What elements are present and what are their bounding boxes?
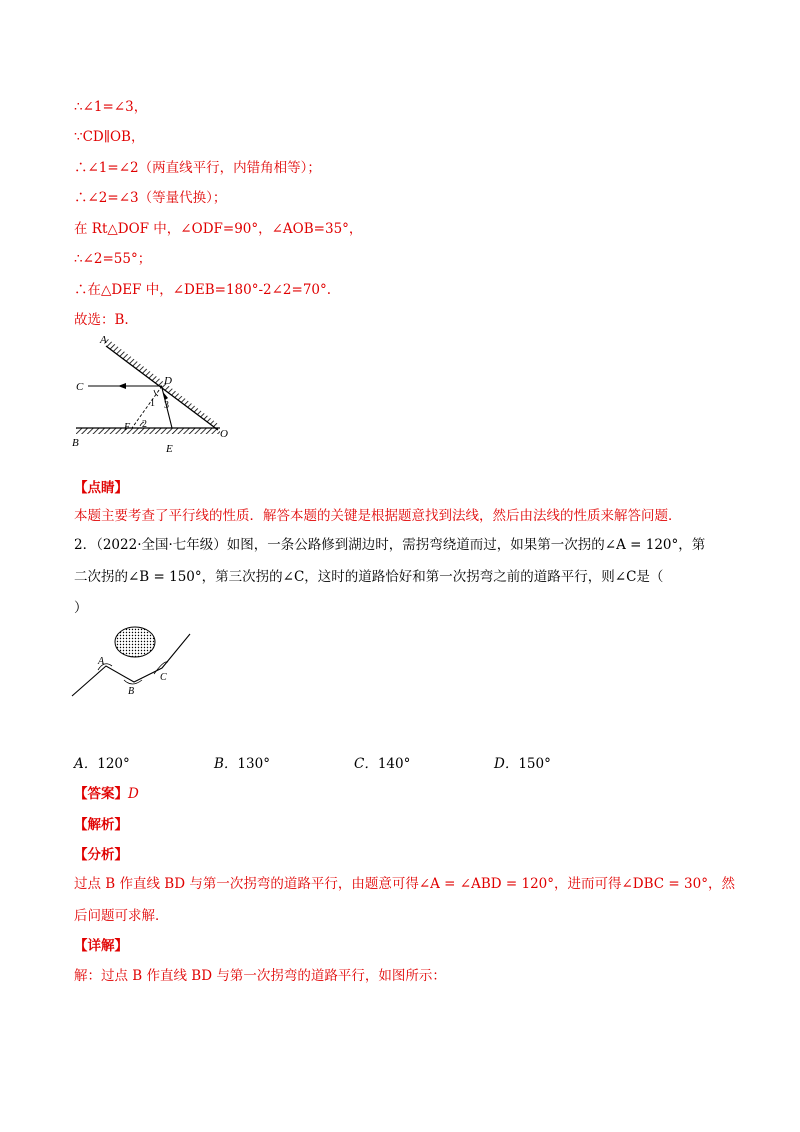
choice-a[interactable] bbox=[74, 754, 130, 774]
question2-line-2: 二次拐的∠B = 150°，第三次拐的∠C，这时的道路恰好和第一次拐弯之前的道路平行，则∠C是（ bbox=[74, 569, 664, 585]
reflection-figure bbox=[68, 334, 238, 458]
label-O: O bbox=[220, 428, 228, 440]
label-A: A bbox=[98, 656, 105, 667]
analysis-heading: 【解析】 bbox=[74, 817, 128, 833]
answer-heading: 【答案】 bbox=[74, 786, 128, 802]
question2-line-1: 2．（2022·全国·七年级）如图，一条公路修到湖边时，需拐弯绕道而过，如果第一次拐的∠A = 120°，第 bbox=[74, 537, 706, 553]
choice-b[interactable] bbox=[214, 754, 270, 774]
choice-c-value: 140° bbox=[377, 756, 411, 772]
label-D: D bbox=[164, 375, 172, 387]
solution-line-7: ∴在△DEF 中，∠DEB=180°-2∠2=70°. bbox=[74, 282, 332, 298]
label-A: A bbox=[100, 334, 107, 346]
solution-line-6: ∴∠2=55°； bbox=[74, 251, 152, 267]
detail-text: 解：过点 B 作直线 BD 与第一次拐弯的道路平行，如图所示： bbox=[74, 968, 446, 984]
solution-line-3: ∴∠1=∠2（两直线平行，内错角相等）； bbox=[74, 160, 321, 176]
label-F: F bbox=[124, 422, 131, 433]
analysis-text-1: 过点 B 作直线 BD 与第一次拐弯的道路平行，由题意可得∠A = ∠ABD = 120°，进而可得∠DBC = 30°，然 bbox=[74, 876, 735, 892]
choice-a-value: 120° bbox=[97, 756, 130, 772]
question2-line-3: ） bbox=[74, 600, 88, 616]
solution-line-2: ∵CD∥OB， bbox=[74, 129, 145, 145]
analysis-sub-heading: 【分析】 bbox=[74, 847, 128, 863]
label-B: B bbox=[128, 686, 135, 697]
solution-line-4: ∴∠2=∠3（等量代换）； bbox=[74, 190, 227, 206]
solution-line-8: 故选：B. bbox=[74, 312, 129, 328]
label-C: C bbox=[160, 672, 167, 683]
label-1: 1 bbox=[150, 398, 155, 409]
label-3: 3 bbox=[164, 400, 169, 411]
label-E: E bbox=[166, 443, 173, 455]
choice-d-value: 150° bbox=[518, 756, 551, 772]
label-C: C bbox=[76, 381, 84, 393]
choice-b-value: 130° bbox=[237, 756, 270, 772]
answer-line bbox=[74, 784, 139, 804]
label-2: 2 bbox=[142, 419, 147, 430]
choice-c[interactable] bbox=[354, 754, 410, 774]
choice-d[interactable] bbox=[494, 754, 551, 774]
choice-c-letter: C． bbox=[354, 756, 378, 772]
comment-heading: 【点睛】 bbox=[74, 480, 128, 496]
analysis-text-2: 后问题可求解． bbox=[74, 908, 169, 924]
choice-d-letter: D． bbox=[494, 756, 519, 772]
choice-a-letter: A． bbox=[74, 756, 98, 772]
solution-line-1: ∴∠1=∠3， bbox=[74, 99, 148, 115]
detail-heading: 【详解】 bbox=[74, 938, 128, 954]
choice-b-letter: B． bbox=[214, 756, 238, 772]
solution-line-5: 在 Rt△DOF 中，∠ODF=90°，∠AOB=35°， bbox=[74, 221, 363, 237]
label-B: B bbox=[72, 437, 79, 449]
comment-text: 本题主要考查了平行线的性质．解答本题的关键是根据题意找到法线，然后由法线的性质来解答问题． bbox=[74, 508, 682, 524]
answer-value: D bbox=[128, 786, 139, 802]
road-figure bbox=[68, 622, 198, 702]
